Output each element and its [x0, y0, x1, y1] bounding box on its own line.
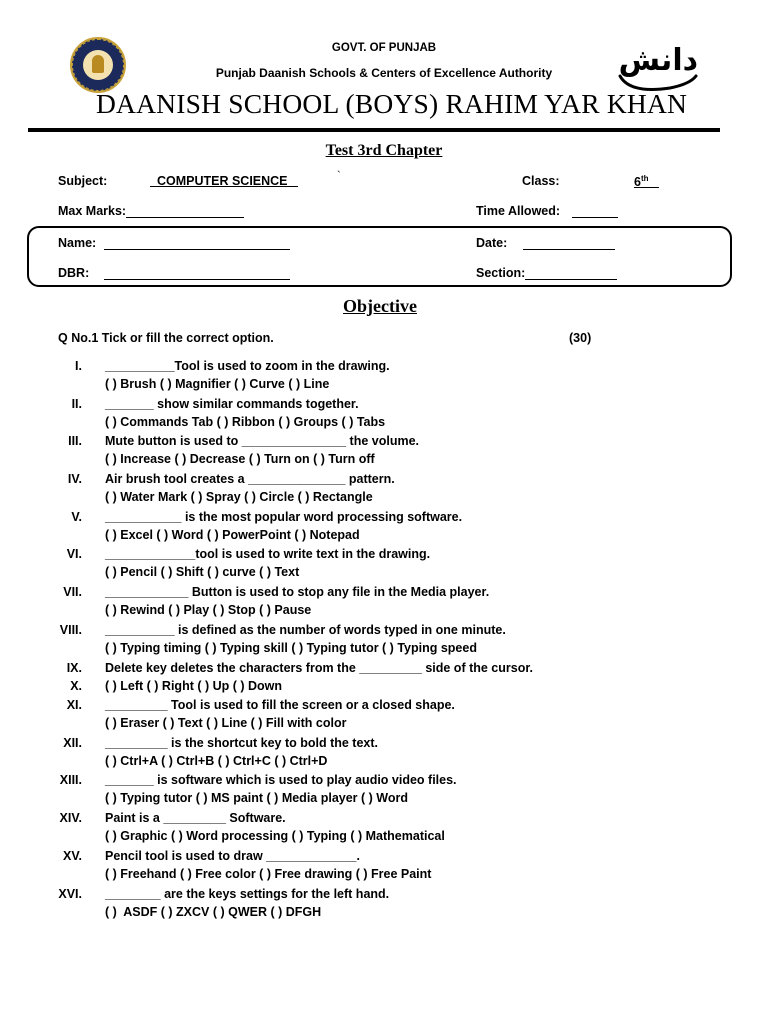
max-marks-label: Max Marks: [58, 204, 127, 218]
question-options[interactable]: ( ) Typing timing ( ) Typing skill ( ) Typing tutor ( ) Typing speed [105, 640, 477, 655]
question-stem: _______ show similar commands together. [105, 396, 359, 411]
question-options[interactable]: ( ) Typing tutor ( ) MS paint ( ) Media player ( ) Word [105, 791, 408, 806]
time-allowed-blank[interactable] [572, 205, 618, 218]
question-stem: __________Tool is used to zoom in the drawing. [105, 359, 390, 373]
question-item [0, 472, 768, 510]
question-options[interactable]: ( ) Brush ( ) Magnifier ( ) Curve ( ) Line [105, 377, 330, 391]
time-allowed-label: Time Allowed: [476, 204, 561, 218]
class-value [634, 174, 659, 189]
question-stem: _______ is software which is used to play audio video files. [105, 773, 457, 788]
question-number: X. [70, 679, 82, 694]
total-marks: (30) [569, 331, 592, 345]
question-options[interactable]: ( ) Left ( ) Right ( ) Up ( ) Down [105, 679, 283, 694]
govt-heading: GOVT. OF PUNJAB [331, 42, 437, 54]
question-stem: Pencil tool is used to draw _____________. [105, 848, 360, 863]
question-number: IX. [66, 660, 82, 675]
header-divider [28, 128, 720, 132]
question-item [0, 811, 768, 849]
question-number: I. [75, 359, 82, 373]
date-blank[interactable] [523, 237, 615, 250]
section-label: Section: [476, 266, 526, 280]
dbr-blank[interactable] [104, 267, 290, 280]
urdu-logo-text: دانش [618, 43, 698, 78]
question-item [0, 434, 768, 472]
question-number: XVI. [58, 886, 82, 901]
question-options[interactable]: ( ) Ctrl+A ( ) Ctrl+B ( ) Ctrl+C ( ) Ctrl+D [105, 753, 328, 768]
question-item [0, 887, 768, 925]
question-number: VII. [63, 585, 82, 600]
question-stem: ___________ is the most popular word processing software. [105, 509, 463, 524]
question-item [0, 585, 768, 623]
question-options[interactable]: ( ) Eraser ( ) Text ( ) Line ( ) Fill with color [105, 716, 347, 731]
max-marks-row [58, 204, 244, 218]
objective-heading: Objective [343, 296, 417, 316]
test-title: Test 3rd Chapter [325, 142, 443, 159]
question-number: XV. [62, 848, 82, 863]
question-stem: _________ Tool is used to fill the screen or a closed shape. [105, 698, 455, 713]
question-item [0, 623, 768, 661]
question-number: IV. [67, 472, 82, 487]
subject-value [150, 174, 298, 188]
question-stem: ________ are the keys settings for the left hand. [105, 886, 390, 901]
question-item [0, 679, 768, 698]
question-number: XIII. [59, 773, 82, 788]
class-number: 6 [634, 175, 641, 190]
question-item [0, 736, 768, 774]
question-stem: Air brush tool creates a ______________ pattern. [105, 472, 395, 487]
question-options[interactable]: ( ) Commands Tab ( ) Ribbon ( ) Groups ( ) Tabs [105, 414, 386, 429]
subject-value-text: COMPUTER SCIENCE [156, 174, 288, 188]
question-options[interactable]: ( ) Freehand ( ) Free color ( ) Free drawing ( ) Free Paint [105, 866, 432, 881]
dbr-label: DBR: [58, 266, 90, 280]
question-stem: Mute button is used to _______________ the volume. [105, 434, 420, 449]
time-allowed-row [476, 204, 618, 218]
max-marks-blank[interactable] [126, 205, 244, 218]
question-stem: Delete key deletes the characters from the _________ side of the cursor. [105, 660, 533, 675]
subject-value-pad-left [150, 174, 157, 188]
question-item [0, 698, 768, 736]
question-number: V. [71, 509, 82, 524]
school-name: DAANISH SCHOOL (BOYS) RAHIM YAR KHAN [96, 88, 688, 119]
question-heading: Q No.1 Tick or fill the correct option. [58, 331, 274, 345]
question-item [0, 773, 768, 811]
question-options[interactable]: ( ) Graphic ( ) Word processing ( ) Typing ( ) Mathematical [105, 829, 445, 844]
question-item [0, 397, 768, 435]
question-number: XIV. [59, 811, 82, 826]
question-item [0, 849, 768, 887]
question-stem: Paint is a _________ Software. [105, 811, 286, 826]
subject-value-pad-right [288, 174, 298, 188]
question-item [0, 359, 768, 397]
class-suffix: th [640, 174, 649, 183]
question-options[interactable]: ( ) Excel ( ) Word ( ) PowerPoint ( ) Notepad [105, 527, 360, 542]
question-number: VI. [66, 547, 82, 562]
question-item [0, 510, 768, 548]
date-label: Date: [476, 236, 508, 250]
subject-label: Subject: [58, 174, 108, 188]
question-item [0, 547, 768, 585]
question-number: XI. [66, 698, 82, 713]
daanish-urdu-logo [610, 36, 700, 96]
question-options[interactable]: ( ) Water Mark ( ) Spray ( ) Circle ( ) Rectangle [105, 490, 373, 505]
question-options[interactable]: ( ) Increase ( ) Decrease ( ) Turn on ( ) Turn off [105, 452, 375, 467]
stray-mark: ` [337, 170, 341, 182]
class-value-pad [649, 175, 659, 189]
question-number: XII. [63, 735, 82, 750]
question-options[interactable]: ( ) Rewind ( ) Play ( ) Stop ( ) Pause [105, 603, 312, 618]
name-label: Name: [58, 236, 97, 250]
question-stem: _________ is the shortcut key to bold the text. [105, 735, 379, 750]
section-blank[interactable] [525, 267, 617, 280]
question-item [0, 661, 768, 680]
question-stem: _____________tool is used to write text in the drawing. [105, 547, 431, 562]
question-stem: ____________ Button is used to stop any file in the Media player. [105, 585, 490, 600]
question-options[interactable]: ( ) Pencil ( ) Shift ( ) curve ( ) Text [105, 565, 300, 580]
question-list [0, 359, 768, 924]
name-blank[interactable] [104, 237, 290, 250]
question-number: III. [68, 434, 82, 449]
authority-heading: Punjab Daanish Schools & Centers of Excellence Authority [215, 66, 553, 80]
question-number: VIII. [59, 622, 82, 637]
section-row [476, 266, 617, 280]
question-options[interactable]: ( ) ASDF ( ) ZXCV ( ) QWER ( ) DFGH [105, 904, 322, 919]
question-number: II. [71, 396, 82, 411]
question-stem: __________ is defined as the number of words typed in one minute. [105, 622, 506, 637]
class-label: Class: [522, 174, 560, 188]
